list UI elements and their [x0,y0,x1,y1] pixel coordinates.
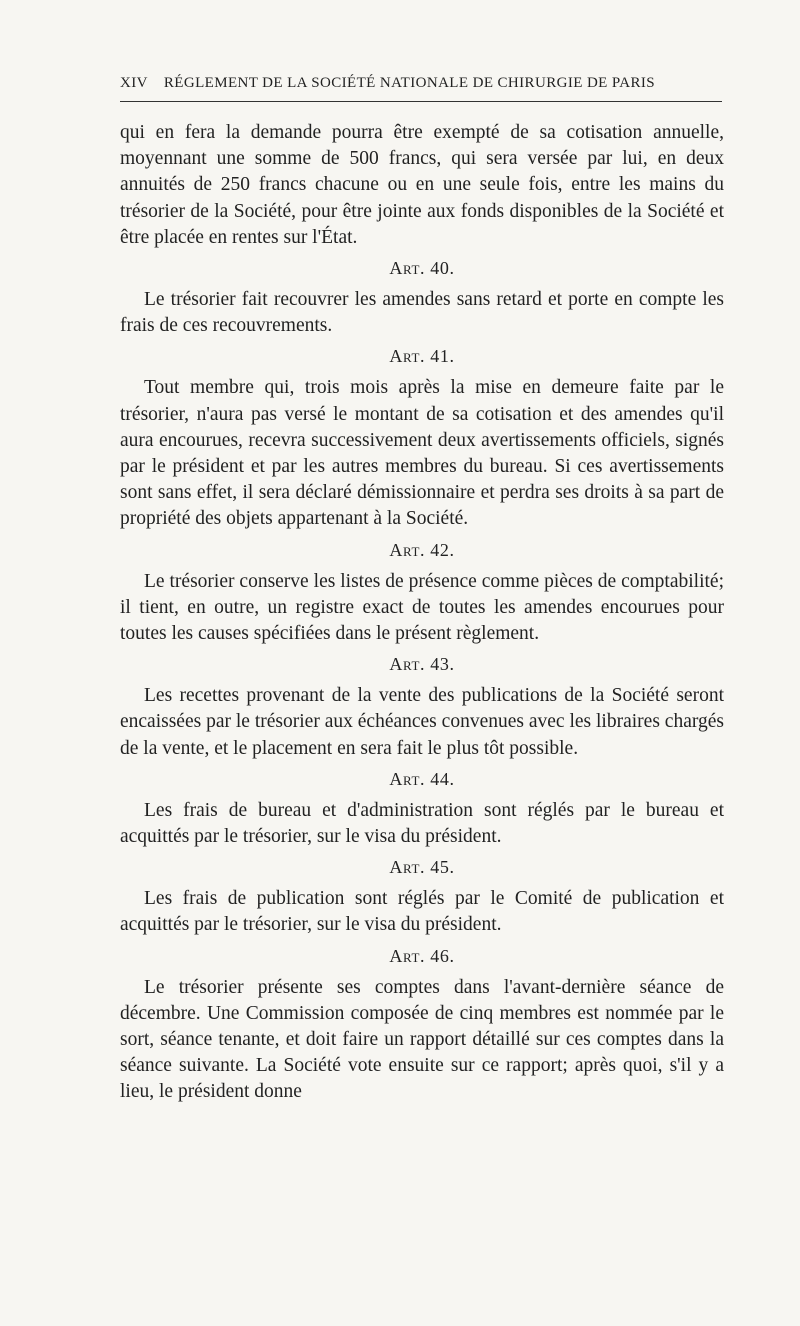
article-43-heading: Art. 43. [389,654,455,675]
article-43-text: Les recettes provenant de la vente des publications de la Société seront encaissées par le trésorier aux échéances convenues avec les libraires chargés de la vente, et le placement en sera fait le plus tôt possible. [120,685,724,759]
page-number: XIV [120,75,148,91]
article-41-heading: Art. 41. [389,346,455,367]
article-45-heading: Art. 45. [389,857,455,878]
article-46-text: Le trésorier présente ses comptes dans l'avant-dernière séance de décembre. Une Commission composée de cinq membres est nommée par le sort, séance tenante, et doit faire un rapport détaillé sur ces comptes dans la séance suivante. La Société vote ensuite sur ce rapport; après quoi, s'il y a lieu, le président donne [120,976,724,1103]
opening-paragraph: qui en fera la demande pourra être exempté de sa cotisation annuelle, moyennant une somme de 500 francs, qui sera versée par lui, en deux annuités de 250 francs chacune ou en une seule fois, entre les mains du trésorier de la Société, pour être jointe aux fonds disponibles de la Société et être placée en rentes sur l'État. [120,122,724,248]
running-header [120,64,722,92]
body-text [120,120,724,1106]
running-title: RÉGLEMENT DE LA SOCIÉTÉ NATIONALE DE CHIRURGIE DE PARIS [163,75,656,91]
article-42-heading: Art. 42. [389,539,455,560]
article-42-text: Le trésorier conserve les listes de présence comme pièces de comptabilité; il tient, en outre, un registre exact de toutes les amendes encourues pour toutes les causes spécifiées dans le présent règlement. [120,570,724,645]
article-44-heading: Art. 44. [389,768,455,789]
article-40-heading: Art. 40. [389,258,455,279]
article-41-text: Tout membre qui, trois mois après la mise en demeure faite par le trésorier, n'aura pas versé le montant de sa cotisation et des amendes qu'il aura encourues, recevra successivement deux avertissements officiels, signés par le président et par les autres membres du bureau. Si ces avertissements sont sans effet, il sera déclaré démissionnaire et perdra ses droits à sa part de propriété des objets appartenant à la Société. [120,377,724,530]
article-40-text: Le trésorier fait recouvrer les amendes sans retard et porte en compte les frais de ces recouvrements. [120,289,724,337]
header-rule [120,101,722,102]
article-46-heading: Art. 46. [389,945,455,966]
article-45-text: Les frais de publication sont réglés par le Comité de publication et acquittés par le trésorier, sur le visa du président. [120,888,724,936]
article-44-text: Les frais de bureau et d'administration sont réglés par le bureau et acquittés par le trésorier, sur le visa du président. [120,799,724,848]
